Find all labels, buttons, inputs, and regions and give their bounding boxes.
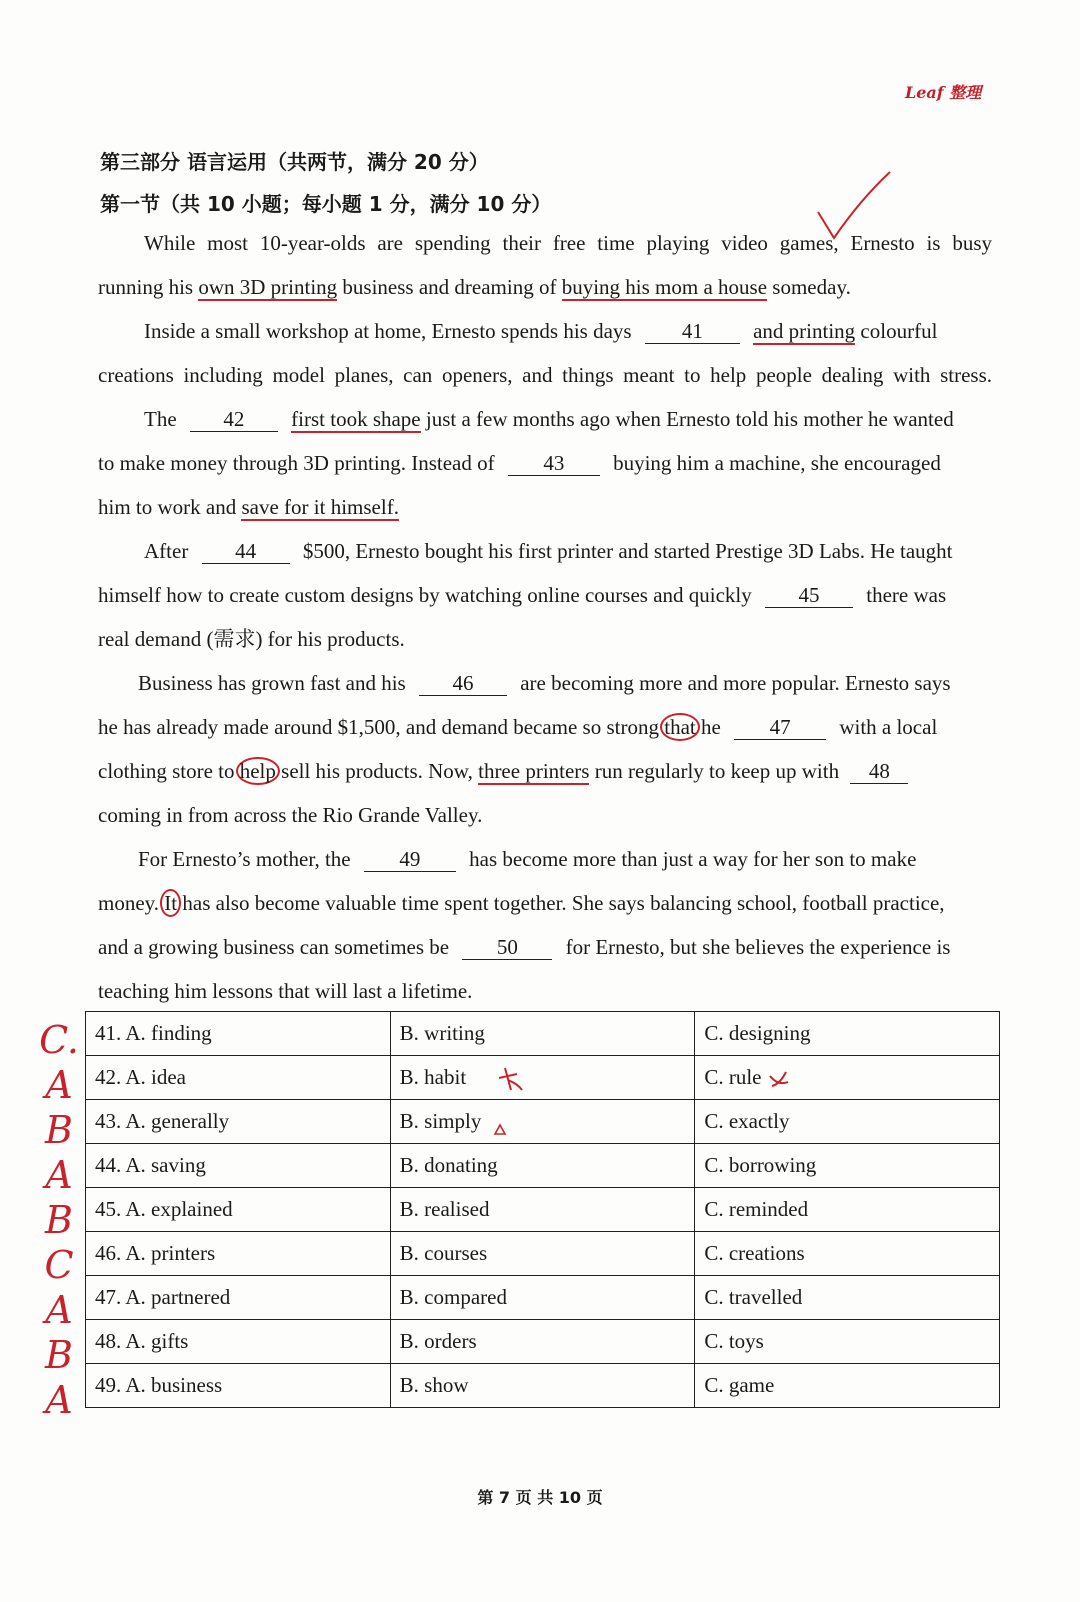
answer-43: B bbox=[45, 1108, 73, 1152]
table-row bbox=[86, 1100, 1000, 1144]
answer-49: A bbox=[45, 1378, 73, 1422]
passage-line-6: to make money through 3D printing. Instead of 43 buying him a machine, she encouraged bbox=[98, 451, 941, 475]
answer-45: B bbox=[45, 1198, 73, 1242]
passage-line-18: teaching him lessons that will last a lifetime. bbox=[98, 979, 473, 1003]
option-a[interactable]: 49. A. business bbox=[86, 1364, 391, 1408]
option-c[interactable]: C. game bbox=[695, 1364, 1000, 1408]
blank-41: 41 bbox=[645, 319, 740, 344]
passage-line-5: The 42 first took shape just a few months ago when Ernesto told his mother he wanted bbox=[144, 407, 954, 431]
passage-line-13: clothing store to help sell his products. Now, three printers run regularly to keep up with 48 bbox=[98, 756, 992, 786]
table-row bbox=[86, 1056, 1000, 1100]
option-b[interactable]: B. courses bbox=[390, 1232, 695, 1276]
table-row bbox=[86, 1012, 1000, 1056]
answer-47: A bbox=[45, 1288, 73, 1332]
table-row bbox=[86, 1276, 1000, 1320]
option-a[interactable]: 44. A. saving bbox=[86, 1144, 391, 1188]
passage-line-10: real demand (需求) for his products. bbox=[98, 627, 405, 651]
option-c[interactable]: C. rule bbox=[695, 1056, 1000, 1100]
answer-48: B bbox=[45, 1333, 73, 1377]
option-c[interactable]: C. creations bbox=[695, 1232, 1000, 1276]
passage-line-1: While most 10-year-olds are spending their free time playing video games, Ernesto is busy bbox=[144, 231, 992, 255]
blank-43: 43 bbox=[508, 451, 600, 476]
section-title: 第三部分 语言运用（共两节，满分 20 分） bbox=[100, 150, 489, 174]
option-a[interactable]: 48. A. gifts bbox=[86, 1320, 391, 1364]
option-a[interactable]: 43. A. generally bbox=[86, 1100, 391, 1144]
passage-line-11: Business has grown fast and his 46 are becoming more and more popular. Ernesto says bbox=[138, 671, 951, 695]
option-b[interactable]: B. habit bbox=[390, 1056, 695, 1100]
handwritten-answers bbox=[34, 1018, 84, 1423]
option-b[interactable]: B. simply bbox=[390, 1100, 695, 1144]
watermark: Leaf 整理 bbox=[905, 83, 982, 102]
blank-47: 47 bbox=[734, 715, 826, 740]
passage-line-8: After 44 $500, Ernesto bought his first printer and started Prestige 3D Labs. He taught bbox=[144, 539, 953, 563]
table-row bbox=[86, 1188, 1000, 1232]
option-a[interactable]: 46. A. printers bbox=[86, 1232, 391, 1276]
blank-50: 50 bbox=[462, 935, 552, 960]
answer-41: C. bbox=[39, 1018, 79, 1062]
option-b[interactable]: B. donating bbox=[390, 1144, 695, 1188]
underlined-phrase: buying his mom a house bbox=[561, 275, 768, 299]
options-table bbox=[85, 1011, 1000, 1408]
option-b[interactable]: B. orders bbox=[390, 1320, 695, 1364]
option-b[interactable]: B. compared bbox=[390, 1276, 695, 1320]
underlined-phrase: first took shape bbox=[291, 407, 421, 431]
underlined-phrase: and printing bbox=[753, 319, 856, 343]
passage-line-7: him to work and save for it himself. bbox=[98, 495, 399, 519]
blank-44: 44 bbox=[202, 539, 290, 564]
underlined-phrase: save for it himself. bbox=[241, 495, 399, 519]
answer-46: C bbox=[44, 1243, 74, 1287]
option-c[interactable]: C. toys bbox=[695, 1320, 1000, 1364]
option-b[interactable]: B. realised bbox=[390, 1188, 695, 1232]
table-row bbox=[86, 1364, 1000, 1408]
blank-48: 48 bbox=[850, 759, 908, 784]
passage-line-2: running his own 3D printing business and dreaming of buying his mom a house someday. bbox=[98, 275, 851, 299]
answer-44: A bbox=[45, 1153, 73, 1197]
blank-42: 42 bbox=[190, 407, 278, 432]
underlined-phrase: three printers bbox=[478, 759, 590, 783]
passage-line-14: coming in from across the Rio Grande Valley. bbox=[98, 803, 483, 827]
option-c[interactable]: C. borrowing bbox=[695, 1144, 1000, 1188]
passage-line-9: himself how to create custom designs by watching online courses and quickly 45 there was bbox=[98, 583, 947, 607]
option-c[interactable]: C. exactly bbox=[695, 1100, 1000, 1144]
blank-49: 49 bbox=[364, 847, 456, 872]
passage-line-15: For Ernesto’s mother, the 49 has become more than just a way for her son to make bbox=[138, 847, 917, 871]
passage-line-17: and a growing business can sometimes be 50 for Ernesto, but she believes the experience is bbox=[98, 935, 951, 959]
option-b[interactable]: B. writing bbox=[390, 1012, 695, 1056]
option-a[interactable]: 41. A. finding bbox=[86, 1012, 391, 1056]
answer-42: A bbox=[45, 1063, 73, 1107]
passage-line-16: money. It has also become valuable time spent together. She says balancing school, football practice, bbox=[98, 891, 945, 915]
option-a[interactable]: 42. A. idea bbox=[86, 1056, 391, 1100]
blank-45: 45 bbox=[765, 583, 853, 608]
table-row bbox=[86, 1144, 1000, 1188]
circled-word: It bbox=[160, 889, 181, 917]
option-c[interactable]: C. reminded bbox=[695, 1188, 1000, 1232]
passage-line-12: he has already made around $1,500, and demand became so strong that he 47 with a local bbox=[98, 715, 938, 739]
page-footer: 第 7 页 共 10 页 bbox=[477, 1488, 603, 1507]
option-a[interactable]: 47. A. partnered bbox=[86, 1276, 391, 1320]
option-c[interactable]: C. travelled bbox=[695, 1276, 1000, 1320]
passage-line-3: Inside a small workshop at home, Ernesto spends his days 41 and printing colourful bbox=[144, 319, 938, 343]
option-a[interactable]: 45. A. explained bbox=[86, 1188, 391, 1232]
option-b[interactable]: B. show bbox=[390, 1364, 695, 1408]
section-subtitle: 第一节（共 10 小题；每小题 1 分，满分 10 分） bbox=[100, 192, 552, 216]
table-row bbox=[86, 1320, 1000, 1364]
passage-line-4: creations including model planes, can openers, and things meant to help people dealing with stress. bbox=[98, 363, 992, 387]
option-c[interactable]: C. designing bbox=[695, 1012, 1000, 1056]
blank-46: 46 bbox=[419, 671, 507, 696]
table-row bbox=[86, 1232, 1000, 1276]
circled-word: that bbox=[660, 713, 700, 741]
circled-word: help bbox=[236, 757, 280, 785]
underlined-phrase: own 3D printing bbox=[198, 275, 338, 299]
